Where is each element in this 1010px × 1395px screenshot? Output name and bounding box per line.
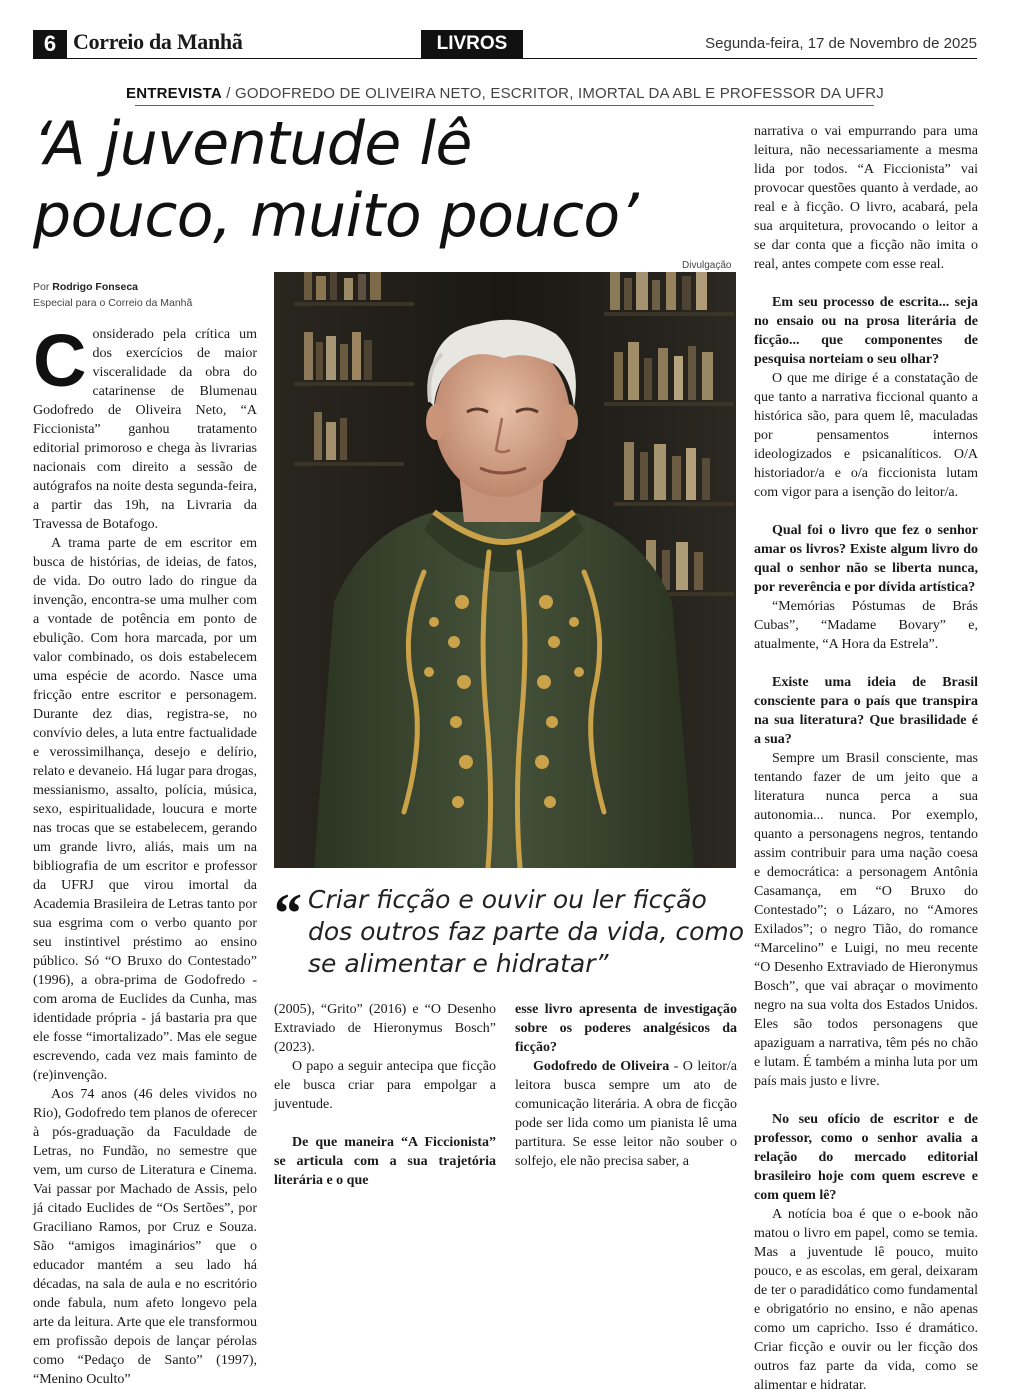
article-column-3	[515, 1000, 737, 1171]
photo-credit: Divulgação	[682, 260, 732, 271]
interview-answer: O que me dirige é a constatação de que tanto a narrativa ficcional quanto a histórica são, para quem lê, maculadas por pensamentos internos ideologizados e psicanalíticos. O/A historiador/a e o/a ficcionista lutam com vigor para a isenção do leitor/a.	[754, 371, 978, 500]
body-paragraph: A trama parte de em escritor em busca de histórias, de ideias, de fatos, de vida. Do outro lado do ringue da invenção, encontra-se uma mulher com a vontade de potência em ponto de ebulição. Com hora marcada, por um valor combinado, os dois estabelecem uma espécie de acordo. Nasce uma fricção entre escritor e personagem. Durante dez dias, registra-se, no convívio deles, a luta entre factualidade e verossimilhança, desejo e delírio, relato e devaneio. Há lugar para drogas, messianismo, assalto, polícia, música, sexo, espiritualidade, loucura e morte nas trocas que se estabelecem, gerando um grande livro, aliás, mais um na bibliografia de um escritor e professor da UFRJ que virou imortal da Academia Brasileira de Letras tanto por sua esgrima com o verbo quanto por seu instintivel préstimo ao ensino público. Só “O Bruxo do Contestado” (1996), a obra-prima de Godofredo - com aroma de Euclides da Cunha, mas identidade própria - já bastaria pra que ele fosse “imortalizado”. Mas ele segue escrevendo, cada vez mais faminto de (re)invenção.	[33, 536, 257, 1083]
kicker-text: / GODOFREDO DE OLIVEIRA NETO, ESCRITOR, IMORTAL DA ABL E PROFESSOR DA UFRJ	[221, 85, 884, 102]
byline	[33, 281, 138, 293]
author-portrait-image	[274, 272, 736, 868]
lead-paragraph	[33, 319, 257, 534]
interview-question: Qual foi o livro que fez o senhor amar os livros? Existe algum livro do qual o senhor não se liberta nunca, por reverência e por dívida artística?	[754, 523, 978, 595]
interview-question: No seu ofício de escritor e de professor, como o senhor avalia a relação do mercado editorial brasileiro hoje com quem escreve e com quem lê?	[754, 1112, 978, 1203]
interview-answer: A notícia boa é que o e-book não matou o livro em papel, como se temia. Mas a juventude lê pouco, muito pouco, e as escolas, em geral, deixaram de ter o paradidático como fundamental e obrigatório no ensino, e não apenas como um capricho. Isso é dramático. Criar ficção e ouvir ou ler ficção dos outros faz parte da vida, como se alimentar e hidratar.	[754, 1207, 978, 1393]
interview-answer: “Memórias Póstumas de Brás Cubas”, “Madame Bovary” e, atualmente, “A Hora da Estrela”.	[754, 599, 978, 652]
body-paragraph: (2005), “Grito” (2016) e “O Desenho Extraviado de Hieronymus Bosch” (2023).	[274, 1002, 496, 1055]
byline-author: Rodrigo Fonseca	[52, 281, 139, 293]
header-rule	[33, 58, 977, 59]
interview-question: Em seu processo de escrita... seja no ensaio ou na prosa literária de ficção... que componentes de pesquisa norteiam o seu olhar?	[754, 295, 978, 367]
interview-question: esse livro apresenta de investigação sobre os poderes analgésicos da ficção?	[515, 1002, 737, 1055]
article-column-2	[274, 1000, 496, 1190]
masthead: Correio da Manhã	[73, 29, 243, 54]
article-column-1	[33, 319, 257, 1389]
author-photo	[274, 272, 736, 868]
body-paragraph: O papo a seguir antecipa que ficção ele busca criar para empolgar a juventude.	[274, 1059, 496, 1112]
pull-quote: Criar ficção e ouvir ou ler ficção dos outros faz parte da vida, como se alimentar e hidratar”	[308, 885, 745, 978]
lead-paragraph-text: onsiderado pela crítica um dos exercícios de maior visceralidade da obra do catarinense de Blumenau Godofredo de Oliveira Neto, “A Ficcionista” ganhou tratamento editorial primoroso e chega às livrarias nacionais com direito a sessão de autógrafos na noite desta segunda-feira, a partir das 19h, na Livraria da Travessa de Botafogo.	[33, 327, 257, 532]
interview-answer	[515, 1057, 737, 1171]
issue-date: Segunda-feira, 17 de Novembro de 2025	[705, 35, 977, 52]
kicker	[0, 85, 1010, 102]
interviewee-name: Godofredo de Oliveira	[533, 1059, 670, 1074]
body-paragraph: Aos 74 anos (46 deles vividos no Rio), Godofredo tem planos de oferecer à pós-graduação da Faculdade de Letras, no Fundão, no semestre que vem, um curso de Literatura e Cinema. Vai passar por Machado de Assis, pelo já citado Euclides de “Os Sertões”, por Graciliano Ramos, por Cruz e Souza. São “amigos imaginários” que o educador mantém a seu lado há décadas, na sala de aula e no escritório onde fabula, num afeto longevo pela arte da leitura. Arte que ele transformou em profissão depois de lançar pérolas como “Pedaço de Santo” (1997), “Menino Oculto”	[33, 1087, 257, 1387]
kicker-underline	[135, 105, 874, 106]
page-number: 6	[33, 30, 67, 58]
interview-answer: narrativa o vai empurrando para uma leitura, não necessariamente a mesma lida por todos. “A Ficcionista” vai provocar questões quanto à verdade, ao real e à ficção. O livro, acabará, pela sua arquitetura, provocando o leitor a se dar conta que a ficção não imita o real, antes compete com esse real.	[754, 124, 978, 272]
byline-role: Especial para o Correio da Manhã	[33, 297, 193, 309]
drop-cap: C	[33, 319, 87, 402]
headline	[33, 108, 743, 252]
headline-line-2: pouco, muito pouco’	[33, 181, 639, 251]
article-column-4	[754, 122, 978, 1395]
section-label: LIVROS	[421, 30, 523, 58]
interview-question: De que maneira “A Ficcionista” se articula com a sua trajetória literária e o que	[274, 1135, 496, 1188]
answer-text: - O leitor/a leitora busca sempre um ato de comunicação literária. A obra de ficção pode ser lida como um pianista lê uma partitura. Se esse leitor não souber o solfejo, ele não precisa saber, a	[515, 1059, 737, 1169]
byline-prefix: Por	[33, 281, 53, 293]
headline-line-1: ‘A juventude lê	[33, 109, 472, 179]
interview-question: Existe uma ideia de Brasil consciente para o país que transpira na sua literatura? Que brasilidade é a sua?	[754, 675, 978, 747]
kicker-label: ENTREVISTA	[126, 85, 222, 102]
interview-answer: Sempre um Brasil consciente, mas tentando fazer de um jeito que a literatura nunca perca a sua autonomia... nunca. Por exemplo, quanto a personagens negros, tentando assim contribuir para uma nação coesa e democrática: a personagem Antônia Casamança, em “O Bruxo do Contestado”; o Lázaro, no “Amores Exilados”; o negro Tião, do romance “Marcelino” e Luigi, no meu recente “O Desenho Extraviado de Hieronymus Bosch”, que vai abraçar o movimento negro na sua volta dos Estados Unidos. Eles são todos personagens que apaziguam a narrativa, têm pés no chão e lutam. É também a minha luta por um país mais justo e livre.	[754, 751, 978, 1089]
quote-mark: “	[274, 883, 302, 945]
